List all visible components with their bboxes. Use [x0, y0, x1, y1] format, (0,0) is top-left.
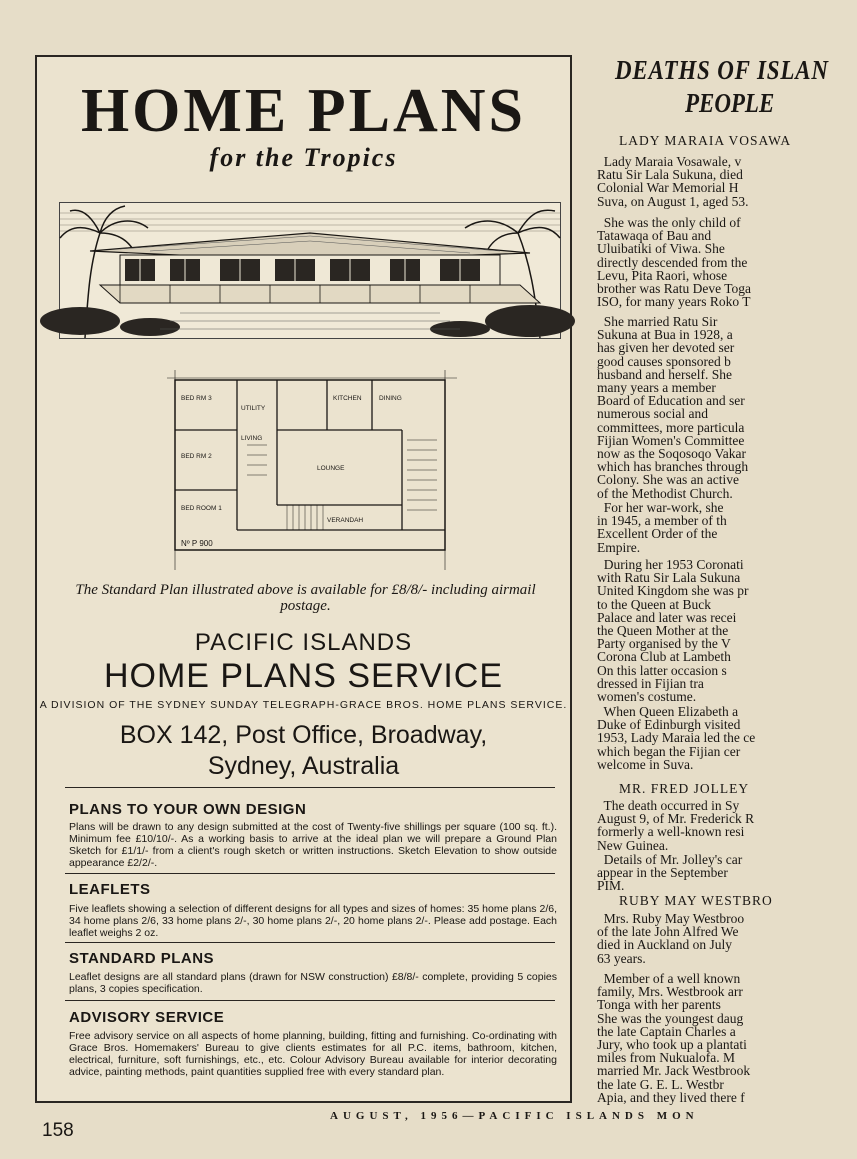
obituary-heading-westbrook: RUBY MAY WESTBRO [619, 893, 773, 908]
section-text-own-design: Plans will be drawn to any design submitted at the cost of Twenty-five shillings per square (100 sq. ft.). Minimum fee £10/10/-. As a working basis to arrive at the ideal plan we will prepare a Ground Plan Sketch for £1/1/- from a client's rough sketch or written instructions. Sketch Elevation to show outside appearance £2/2/-. [69, 821, 557, 869]
plan-label-kitchen: KITCHEN [333, 395, 362, 402]
section-heading-own-design: PLANS TO YOUR OWN DESIGN [69, 801, 307, 818]
floor-plan [167, 370, 457, 570]
column-heading-line2: PEOPLE [685, 88, 775, 118]
obituary-paragraph: When Queen Elizabeth a Duke of Edinburgh visited 1953, Lady Maraia led the ce which began the Fijian cer welcome in Suva. [597, 704, 756, 772]
section-divider [65, 1000, 555, 1001]
service-name-line2: HOME PLANS SERVICE [103, 657, 504, 695]
division-note: A DIVISION OF THE SYDNEY SUNDAY TELEGRAPH-GRACE BROS. HOME PLANS SERVICE. [39, 699, 568, 711]
column-heading-line1: DEATHS OF ISLAN [615, 55, 829, 85]
plan-caption: The Standard Plan illustrated above is available for £8/8/- including airmail postage. [75, 582, 536, 614]
address-line1: BOX 142, Post Office, Broadway, [119, 721, 488, 749]
obituary-paragraph: Member of a well known family, Mrs. Westbrook arr Tonga with her parents She was the youngest daug the late Captain Charles a Jury, who took up a plantati miles from Nukualofa. M married Mr. Jack Westbrook the late G. E. L. Westbr Apia, and they lived there f [597, 971, 751, 1105]
section-text-advisory: Free advisory service on all aspects of home planning, building, fitting and furnishing. Co-ordinating with Grace Bros. Homemakers' Bureau to give clients estimates for all P.C. items, bathroom, kitchen, electrical, furniture, soft furnishings, etc., etc. Colour Advisory Bureau available for interior decorating advice, painting methods, paint quantities supplied free with every standard plan. [69, 1030, 557, 1078]
obituary-paragraph: The death occurred in Sy August 9, of Mr. Frederick R formerly a well-known resi New Guinea. [597, 798, 755, 853]
section-text-leaflets: Five leaflets showing a selection of different designs for all types and sizes of homes: 35 home plans 2/6, 34 home plans 2/6, 33 home plans 2/-, 30 home plans 2/-, 20 home plans 2/-. Please add postage. Each leaflet weighs 2 oz. [69, 903, 557, 939]
section-text-standard-plans: Leaflet designs are all standard plans (drawn for NSW construction) £8/8/- complete, providing 5 copies plans, 3 copies specification. [69, 971, 557, 995]
section-heading-standard-plans: STANDARD PLANS [69, 950, 215, 967]
section-divider [65, 787, 555, 788]
obituary-heading-vosawale: LADY MARAIA VOSAWA [619, 133, 792, 148]
section-divider [65, 873, 555, 874]
plan-label-lounge: LOUNGE [317, 465, 345, 472]
obituary-paragraph: Lady Maraia Vosawale, v Ratu Sir Lala Sukuna, died Colonial War Memorial H Suva, on August 1, aged 53. [597, 154, 749, 209]
plan-label-bed3: BED RM 3 [181, 395, 212, 402]
plan-label-living: LIVING [241, 435, 263, 442]
home-plans-advertisement [35, 55, 572, 1103]
plan-label-verandah: VERANDAH [327, 517, 364, 524]
obituary-paragraph: During her 1953 Coronati with Ratu Sir Lala Sukuna United Kingdom she was pr to the Queen at Buck Palace and later was recei the Queen Mother at the Party organised by the V Corona Club at Lambeth On this latter occasion s dressed in Fijian tra women's costume. [597, 557, 749, 705]
address-line2: Sydney, Australia [207, 752, 400, 780]
plan-label-utility: UTILITY [241, 405, 266, 412]
plan-number: Nº P 900 [181, 539, 213, 548]
obituary-paragraph: Details of Mr. Jolley's car appear in the September PIM. [597, 852, 743, 894]
ad-title: HOME PLANS [80, 77, 527, 145]
plan-label-dining: DINING [379, 395, 402, 402]
plan-label-bed1: BED ROOM 1 [181, 505, 222, 512]
page-number: 158 [42, 1120, 74, 1141]
ad-subtitle: for the Tropics [209, 143, 398, 172]
section-heading-advisory: ADVISORY SERVICE [69, 1009, 225, 1026]
service-name-line1: PACIFIC ISLANDS [194, 629, 413, 656]
house-illustration [59, 202, 561, 339]
page-footer: AUGUST, 1956—PACIFIC ISLANDS MON [330, 1110, 699, 1122]
obituary-paragraph: Mrs. Ruby May Westbroo of the late John Alfred We died in Auckland on July 63 years. [597, 911, 745, 966]
obituary-paragraph: She was the only child of Tatawaqa of Bau and Uluibatiki of Viwa. She directly descended from the Levu, Pita Raori, whose brother was Ratu Deve Toga ISO, for many years Roko T [597, 215, 752, 310]
obituary-paragraph: She married Ratu Sir Sukuna at Bua in 1928, a has given her devoted ser good causes sponsored b husband and herself. She many years a member Board of Education and ser numerous social and committees, more particula Fijian Women's Committee now as the Soqosoqo Vakar which has branches through Colony. She was an active of the Methodist Church. [597, 314, 749, 501]
section-divider [65, 942, 555, 943]
deaths-column [597, 55, 829, 1105]
obituary-heading-jolley: MR. FRED JOLLEY [619, 781, 750, 796]
section-heading-leaflets: LEAFLETS [69, 881, 151, 898]
obituary-paragraph: For her war-work, she in 1945, a member of th Excellent Order of the Empire. [597, 500, 727, 555]
plan-label-bed2: BED RM 2 [181, 453, 212, 460]
